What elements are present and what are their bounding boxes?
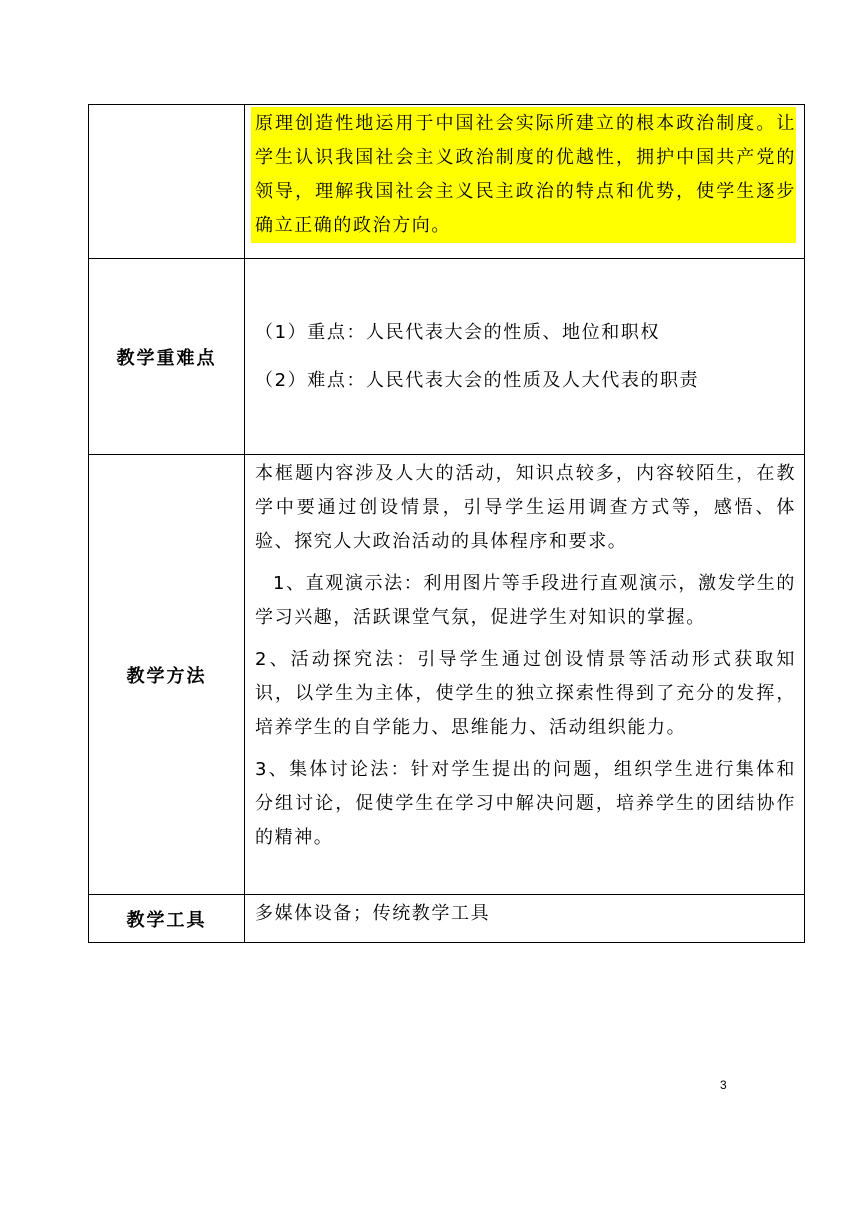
objective-text-highlighted: 原理创造性地运用于中国社会实际所建立的根本政治制度。让学生认识我国社会主义政治制度的优越性，拥护中国共产党的领导，理解我国社会主义民主政治的特点和优势，使学生逐步确立正确的政治方向。 xyxy=(251,107,796,243)
key-points-label: 教学重难点 xyxy=(89,259,245,455)
key-point-item: （1）重点：人民代表大会的性质、地位和职权 xyxy=(255,322,661,343)
key-points-content xyxy=(245,259,805,455)
tools-row xyxy=(89,895,805,943)
objective-row xyxy=(89,105,805,259)
difficult-point-item: （2）难点：人民代表大会的性质及人大代表的职责 xyxy=(255,370,700,391)
methods-intro-paragraph: 本框题内容涉及人大的活动，知识点较多，内容较陌生，在教学中要通过创设情景，引导学生运用调查方式等，感悟、体验、探究人大政治活动的具体程序和要求。 xyxy=(255,463,796,552)
method-paragraph-2: 2、活动探究法：引导学生通过创设情景等活动形式获取知识，以学生为主体，使学生的独立探索性得到了充分的发挥，培养学生的自学能力、思维能力、活动组织能力。 xyxy=(255,649,796,738)
method-paragraph-1: 1、直观演示法：利用图片等手段进行直观演示，激发学生的学习兴趣，活跃课堂气氛，促进学生对知识的掌握。 xyxy=(255,573,796,628)
methods-row xyxy=(89,455,805,895)
tools-label: 教学工具 xyxy=(89,895,245,943)
tools-content: 多媒体设备；传统教学工具 xyxy=(245,895,805,943)
objective-label xyxy=(89,105,245,259)
method-paragraph-3: 3、集体讨论法：针对学生提出的问题，组织学生进行集体和分组讨论，促使学生在学习中解决问题，培养学生的团结协作的精神。 xyxy=(255,759,796,848)
objective-content xyxy=(245,105,805,259)
page-number: 3 xyxy=(720,1078,727,1092)
methods-label: 教学方法 xyxy=(89,455,245,895)
lesson-plan-table xyxy=(88,104,805,943)
methods-content xyxy=(245,455,805,895)
key-points-row xyxy=(89,259,805,455)
